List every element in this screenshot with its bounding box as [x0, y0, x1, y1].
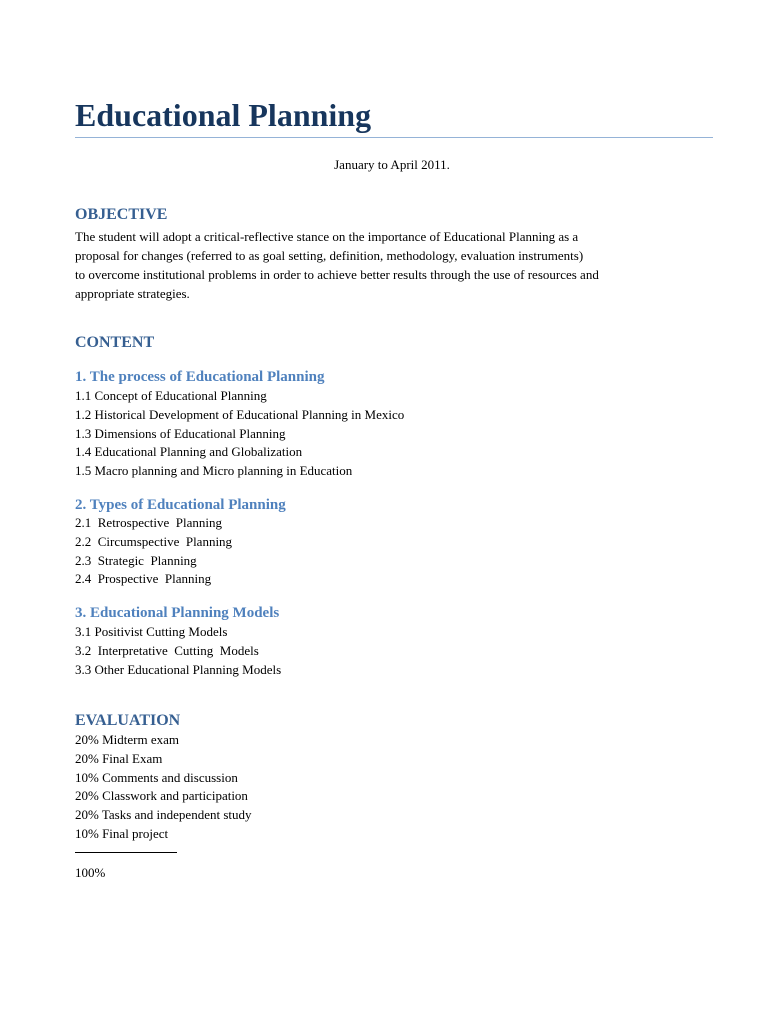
topic-item: 3.1 Positivist Cutting Models	[75, 624, 228, 639]
topic-item: 2.4 Prospective Planning	[75, 571, 212, 587]
unit-1-title: 1. The process of Educational Planning	[75, 369, 325, 385]
unit-2-title: 2. Types of Educational Planning	[75, 497, 286, 513]
evaluation-breakdown	[75, 731, 252, 844]
evaluation-item: 10% Final project	[75, 825, 169, 841]
topic-item: 3.3 Other Educational Planning Models	[75, 661, 282, 677]
topic-item: 3.2 Interpretative Cutting Models	[75, 642, 259, 658]
topic-item: 1.3 Dimensions of Educational Planning	[75, 425, 286, 441]
objective-line: proposal for changes (referred to as goal setting, definition, methodology, evaluation instruments)	[75, 248, 584, 263]
content-heading: CONTENT	[75, 334, 155, 351]
evaluation-item: 20% Tasks and independent study	[75, 807, 252, 823]
objective-line: appropriate strategies.	[75, 286, 190, 301]
unit-1-topics	[75, 387, 404, 481]
topic-item: 1.1 Concept of Educational Planning	[75, 388, 267, 403]
objective-line: The student will adopt a critical-reflective stance on the importance of Educational Planning as a	[75, 229, 579, 244]
title-underline	[75, 137, 713, 138]
unit-3-title: 3. Educational Planning Models	[75, 605, 280, 621]
topic-item: 1.5 Macro planning and Micro planning in Education	[75, 463, 353, 479]
evaluation-item: 10% Comments and discussion	[75, 769, 238, 785]
evaluation-item: 20% Midterm exam	[75, 732, 179, 747]
evaluation-item: 20% Final Exam	[75, 750, 163, 766]
topic-item: 2.1 Retrospective Planning	[75, 515, 222, 530]
evaluation-total: 100%	[75, 865, 106, 880]
evaluation-heading: EVALUATION	[75, 712, 181, 729]
evaluation-item: 20% Classwork and participation	[75, 788, 248, 804]
topic-item: 1.4 Educational Planning and Globalization	[75, 444, 303, 460]
total-divider	[75, 852, 177, 853]
objective-line: to overcome institutional problems in order to achieve better results through the use of resources and	[75, 267, 599, 282]
unit-3-topics	[75, 623, 281, 679]
unit-2-topics	[75, 514, 232, 589]
document-title: Educational Planning	[75, 97, 372, 133]
topic-item: 2.2 Circumspective Planning	[75, 533, 233, 549]
course-dates: January to April 2011.	[334, 157, 450, 172]
topic-item: 1.2 Historical Development of Educational Planning in Mexico	[75, 406, 405, 422]
objective-paragraph	[75, 227, 635, 303]
objective-heading: OBJECTIVE	[75, 206, 168, 223]
topic-item: 2.3 Strategic Planning	[75, 552, 197, 568]
